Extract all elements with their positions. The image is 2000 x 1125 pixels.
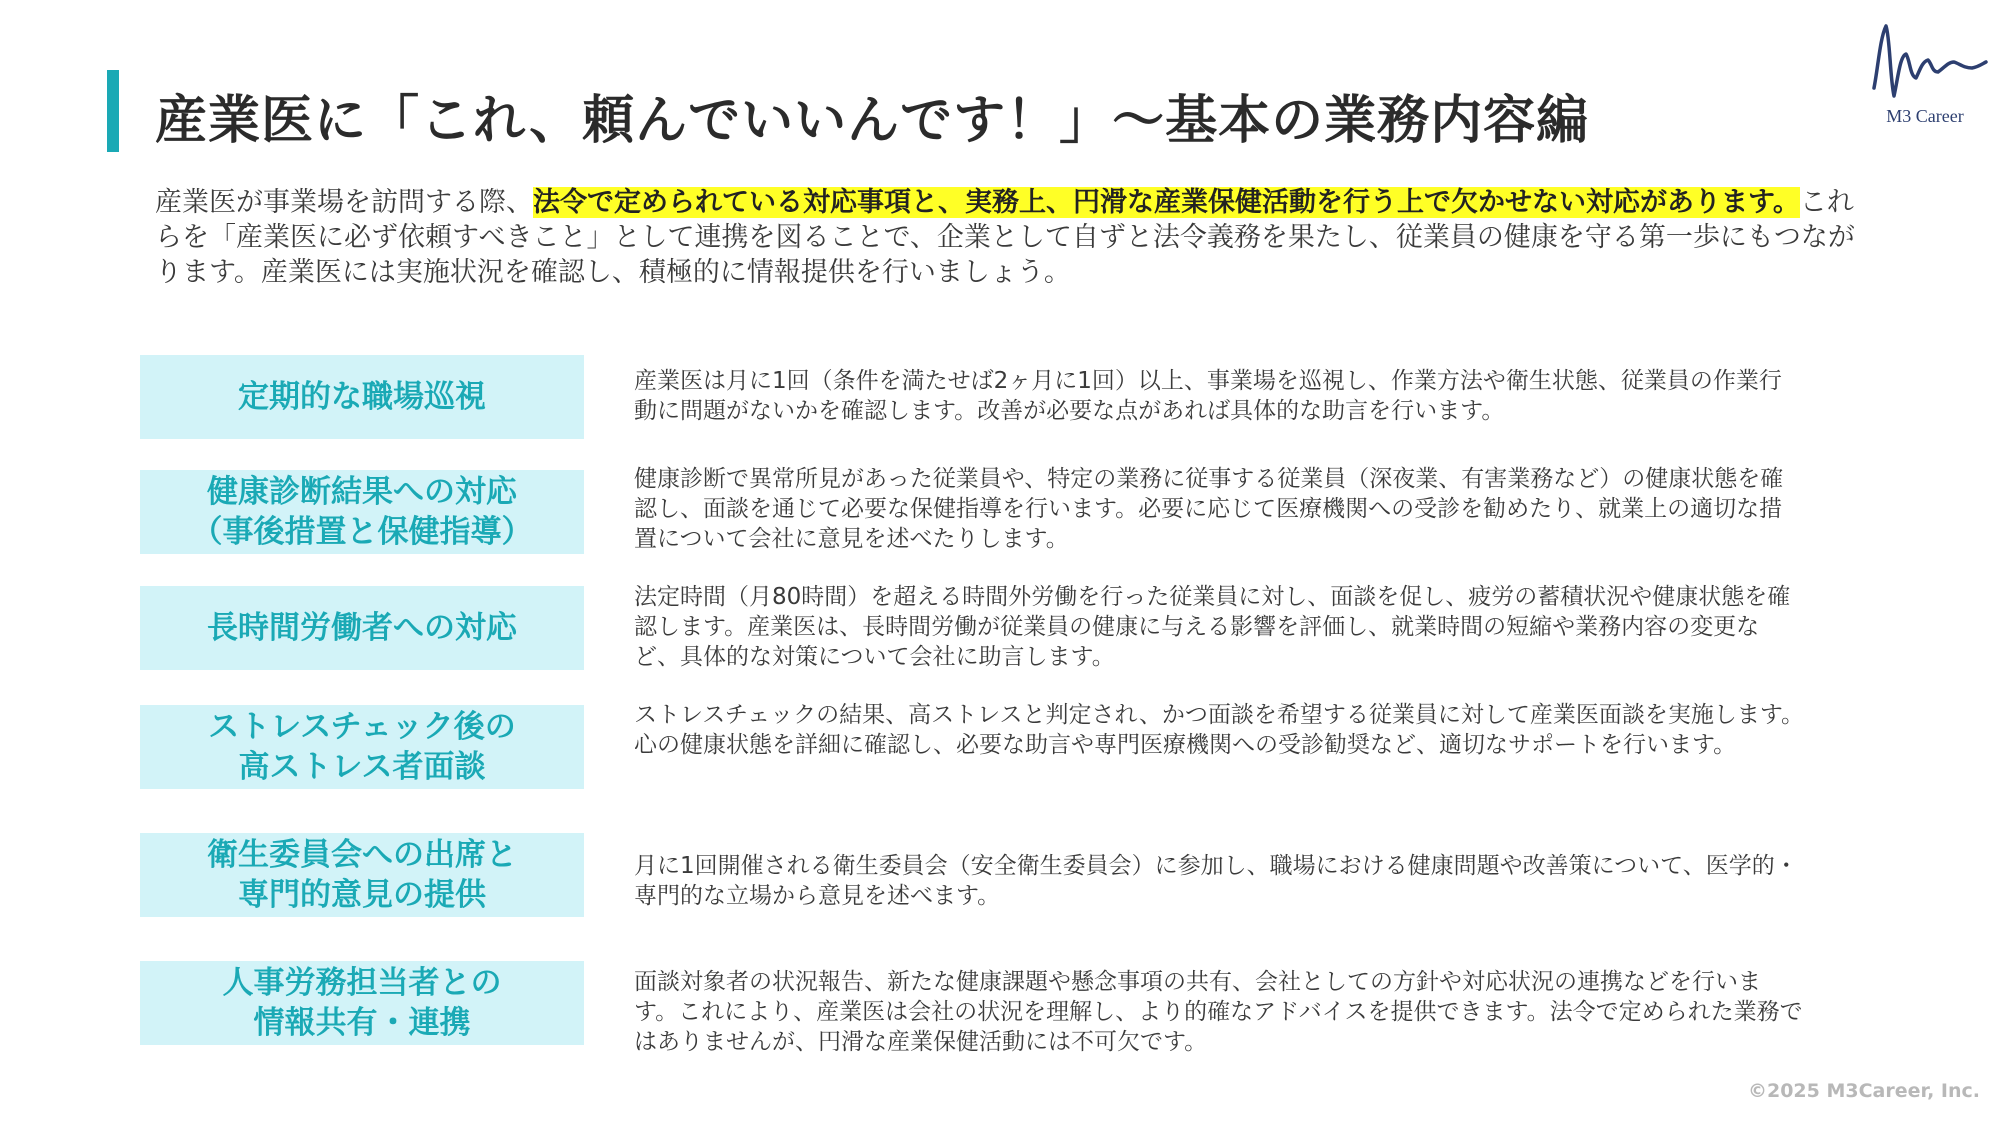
- logo-text: M3 Career: [1886, 106, 1964, 126]
- row-desc-hr-liaison: 面談対象者の状況報告、新たな健康課題や懸念事項の共有、会社としての方針や対応状況の連携などを行います。これにより、産業医は会社の状況を理解し、より的確なアドバイスを提供できます。法令で定められた業務ではありませんが、円滑な産業保健活動には不可欠です。: [634, 969, 1803, 1055]
- row-label-stress-check: ストレスチェック後の 高ストレス者面談: [140, 705, 584, 789]
- m3-career-logo: [1860, 18, 1990, 133]
- title-accent-bar: [107, 70, 119, 152]
- intro-highlight: 法令で定められている対応事項と、実務上、円滑な産業保健活動を行う上で欠かせない対応があります。: [533, 187, 1800, 218]
- row-label-health-checkup: 健康診断結果への対応 （事後措置と保健指導）: [140, 470, 584, 554]
- copyright: ©2025 M3Career, Inc.: [1747, 1080, 1980, 1102]
- row-label-workplace-patrol: 定期的な職場巡視: [140, 355, 584, 439]
- intro-paragraph: [155, 185, 1855, 290]
- row-desc-health-checkup: 健康診断で異常所見があった従業員や、特定の業務に従事する従業員（深夜業、有害業務など）の健康状態を確認し、面談を通じて必要な保健指導を行います。必要に応じて医療機関への受診を勧めたり、就業上の適切な措置について会社に意見を述べたりします。: [634, 466, 1784, 552]
- row-label-health-committee: 衛生委員会への出席と 専門的意見の提供: [140, 833, 584, 917]
- intro-text-end: これらを「産業医に必ず依頼すべきこと」として連携を図ることで、企業として自ずと法令義務を果たし、従業員の健康を守る第一歩にもつながります。産業医には実施状況を確認し、積極的に情報提供を行いましょう。: [155, 187, 1855, 288]
- row-desc-stress-check: ストレスチェックの結果、高ストレスと判定され、かつ面談を希望する従業員に対して産業医面談を実施します。心の健康状態を詳細に確認し、必要な助言や専門医療機関への受診勧奨など、適切なサポートを行います。: [634, 702, 1805, 758]
- page-title: 産業医に「これ、頼んでいいんです！」〜基本の業務内容編: [155, 91, 1590, 151]
- row-desc-health-committee: 月に1回開催される衛生委員会（安全衛生委員会）に参加し、職場における健康問題や改善策について、医学的・専門的な立場から意見を述べます。: [634, 853, 1798, 909]
- intro-text-start: 産業医が事業場を訪問する際、: [155, 187, 533, 218]
- row-desc-long-hours: 法定時間（月80時間）を超える時間外労働を行った従業員に対し、面談を促し、疲労の蓄積状況や健康状態を確認します。産業医は、長時間労働が従業員の健康に与える影響を評価し、就業時間の短縮や業務内容の変更など、具体的な対策について会社に助言します。: [634, 584, 1791, 670]
- logo-wave-icon: [1860, 18, 1990, 108]
- row-label-long-hours: 長時間労働者への対応: [140, 586, 584, 670]
- row-label-hr-liaison: 人事労務担当者との 情報共有・連携: [140, 961, 584, 1045]
- row-desc-workplace-patrol: 産業医は月に1回（条件を満たせば2ヶ月に1回）以上、事業場を巡視し、作業方法や衛生状態、従業員の作業行動に問題がないかを確認します。改善が必要な点があれば具体的な助言を行います。: [634, 368, 1782, 424]
